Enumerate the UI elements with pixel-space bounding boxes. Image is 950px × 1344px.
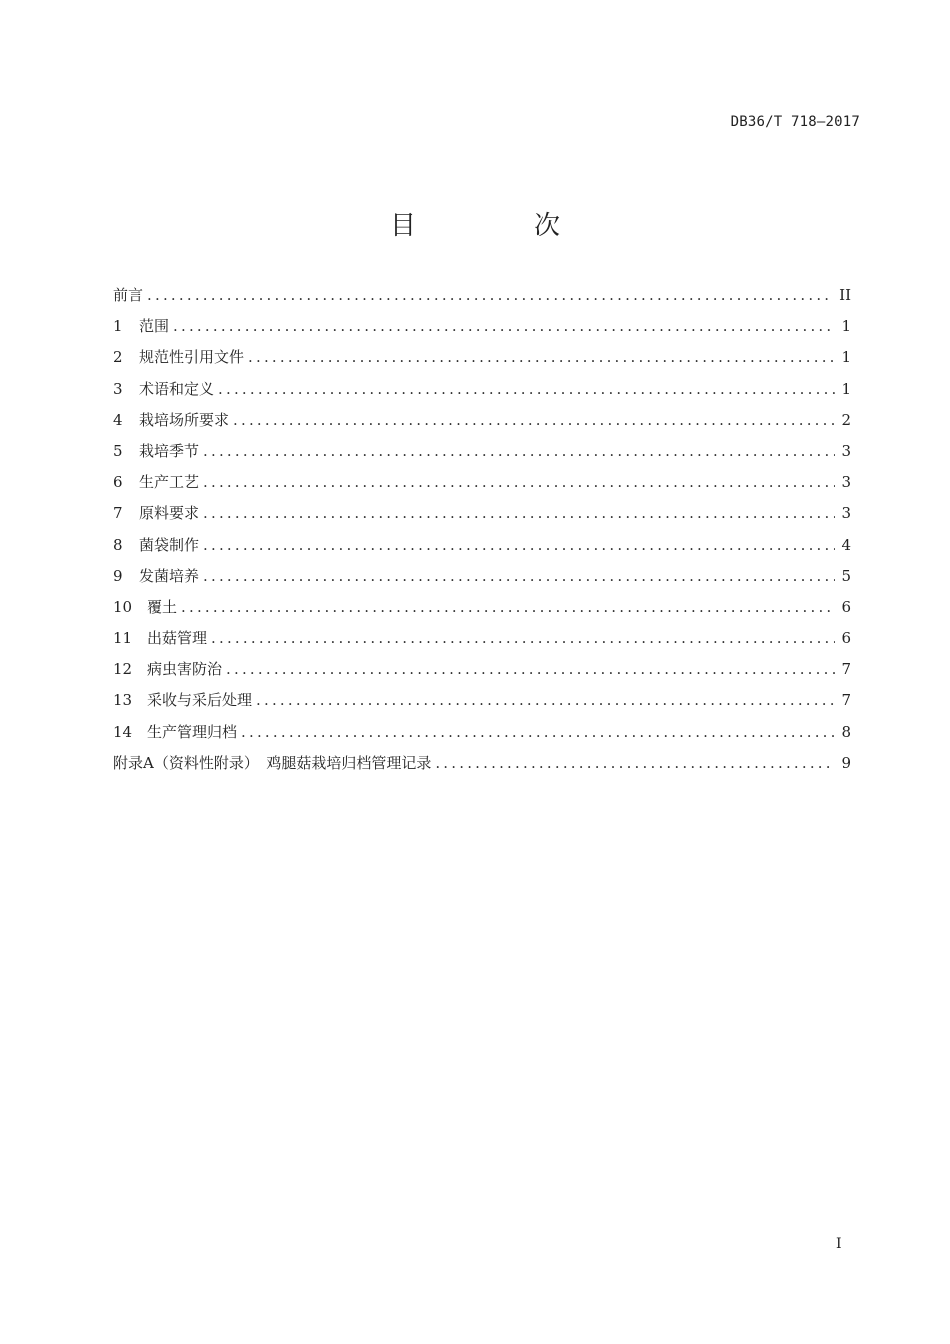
toc-entry-page: 4 (841, 535, 851, 554)
toc-entry-number: 4 (113, 410, 123, 429)
toc-entry-9[interactable] (113, 565, 851, 596)
toc-entry-10[interactable] (113, 596, 851, 627)
toc-entry-page: 3 (841, 504, 851, 523)
toc-entry-page: 6 (841, 629, 851, 648)
toc-entry-number: 6 (113, 473, 123, 492)
toc-title: 目 次 (389, 211, 606, 241)
toc-entry-7[interactable] (113, 502, 851, 533)
toc-entry-label: 生产工艺 (139, 473, 200, 492)
toc-entry-12[interactable] (113, 658, 851, 689)
toc-entry-label: 菌袋制作 (139, 535, 200, 554)
toc-entry-label: 出菇管理 (147, 629, 208, 648)
toc-entry-page: 6 (841, 597, 851, 616)
toc-entry-page: 5 (841, 566, 851, 585)
toc-entry-page: 1 (841, 317, 851, 336)
toc-leader-dots (211, 629, 835, 647)
toc-leader-dots (435, 754, 835, 772)
toc-entry-label: 采收与采后处理 (147, 691, 253, 710)
toc-leader-dots (203, 567, 835, 585)
table-of-contents (113, 284, 851, 783)
toc-leader-dots (233, 411, 835, 429)
toc-entry-number: 2 (113, 348, 123, 367)
toc-entry-label: 发菌培养 (139, 566, 200, 585)
toc-entry-2[interactable] (113, 346, 851, 377)
toc-entry-13[interactable] (113, 689, 851, 720)
toc-entry-page: 7 (841, 691, 851, 710)
toc-entry-number: 11 (113, 629, 133, 648)
toc-entry-page: 1 (841, 379, 851, 398)
page-number: I (836, 1236, 842, 1252)
toc-leader-dots (256, 691, 835, 709)
toc-leader-dots (173, 317, 835, 335)
toc-leader-dots (218, 380, 835, 398)
toc-entry-number: 8 (113, 535, 123, 554)
toc-entry-number: 1 (113, 317, 123, 336)
toc-entry-page: 7 (841, 660, 851, 679)
toc-entry-appendix-a[interactable] (113, 752, 851, 783)
toc-entry-label: 附录A（资料性附录） 鸡腿菇栽培归档管理记录 (113, 753, 432, 772)
toc-entry-page: 1 (841, 348, 851, 367)
toc-entry-label: 栽培场所要求 (139, 410, 230, 429)
toc-leader-dots (203, 442, 835, 460)
toc-entry-label: 栽培季节 (139, 441, 200, 460)
toc-leader-dots (181, 598, 835, 616)
toc-entry-label: 病虫害防治 (147, 660, 223, 679)
toc-entry-label: 原料要求 (139, 504, 200, 523)
toc-leader-dots (248, 348, 835, 366)
toc-entry-page: 9 (841, 753, 851, 772)
toc-entry-page: II (839, 286, 851, 304)
toc-entry-11[interactable] (113, 627, 851, 658)
toc-entry-1[interactable] (113, 315, 851, 346)
toc-leader-dots (241, 723, 835, 741)
toc-leader-dots (147, 286, 833, 304)
toc-entry-label: 前言 (113, 286, 144, 304)
toc-entry-number: 7 (113, 504, 123, 523)
toc-entry-8[interactable] (113, 534, 851, 565)
toc-entry-number: 9 (113, 566, 123, 585)
toc-entry-number: 3 (113, 379, 123, 398)
toc-entry-4[interactable] (113, 409, 851, 440)
toc-entry-label: 规范性引用文件 (139, 348, 245, 367)
toc-leader-dots (226, 660, 835, 678)
toc-entry-page: 3 (841, 473, 851, 492)
toc-entry-6[interactable] (113, 471, 851, 502)
toc-entry-label: 生产管理归档 (147, 722, 238, 741)
toc-entry-label: 覆土 (147, 597, 178, 616)
toc-entry-page: 8 (841, 722, 851, 741)
toc-leader-dots (203, 473, 835, 491)
toc-entry-number: 14 (113, 722, 133, 741)
toc-entry-number: 5 (113, 441, 123, 460)
toc-entry-14[interactable] (113, 721, 851, 752)
toc-entry-3[interactable] (113, 378, 851, 409)
toc-entry-label: 范围 (139, 317, 170, 336)
toc-entry-number: 12 (113, 660, 133, 679)
toc-leader-dots (203, 536, 835, 554)
toc-entry-foreword[interactable] (113, 284, 851, 315)
toc-entry-number: 10 (113, 597, 133, 616)
toc-entry-number: 13 (113, 691, 133, 710)
standard-code: DB36/T 718—2017 (730, 114, 860, 130)
toc-entry-5[interactable] (113, 440, 851, 471)
toc-entry-page: 2 (841, 410, 851, 429)
toc-entry-page: 3 (841, 441, 851, 460)
toc-entry-label: 术语和定义 (139, 379, 215, 398)
toc-leader-dots (203, 504, 835, 522)
